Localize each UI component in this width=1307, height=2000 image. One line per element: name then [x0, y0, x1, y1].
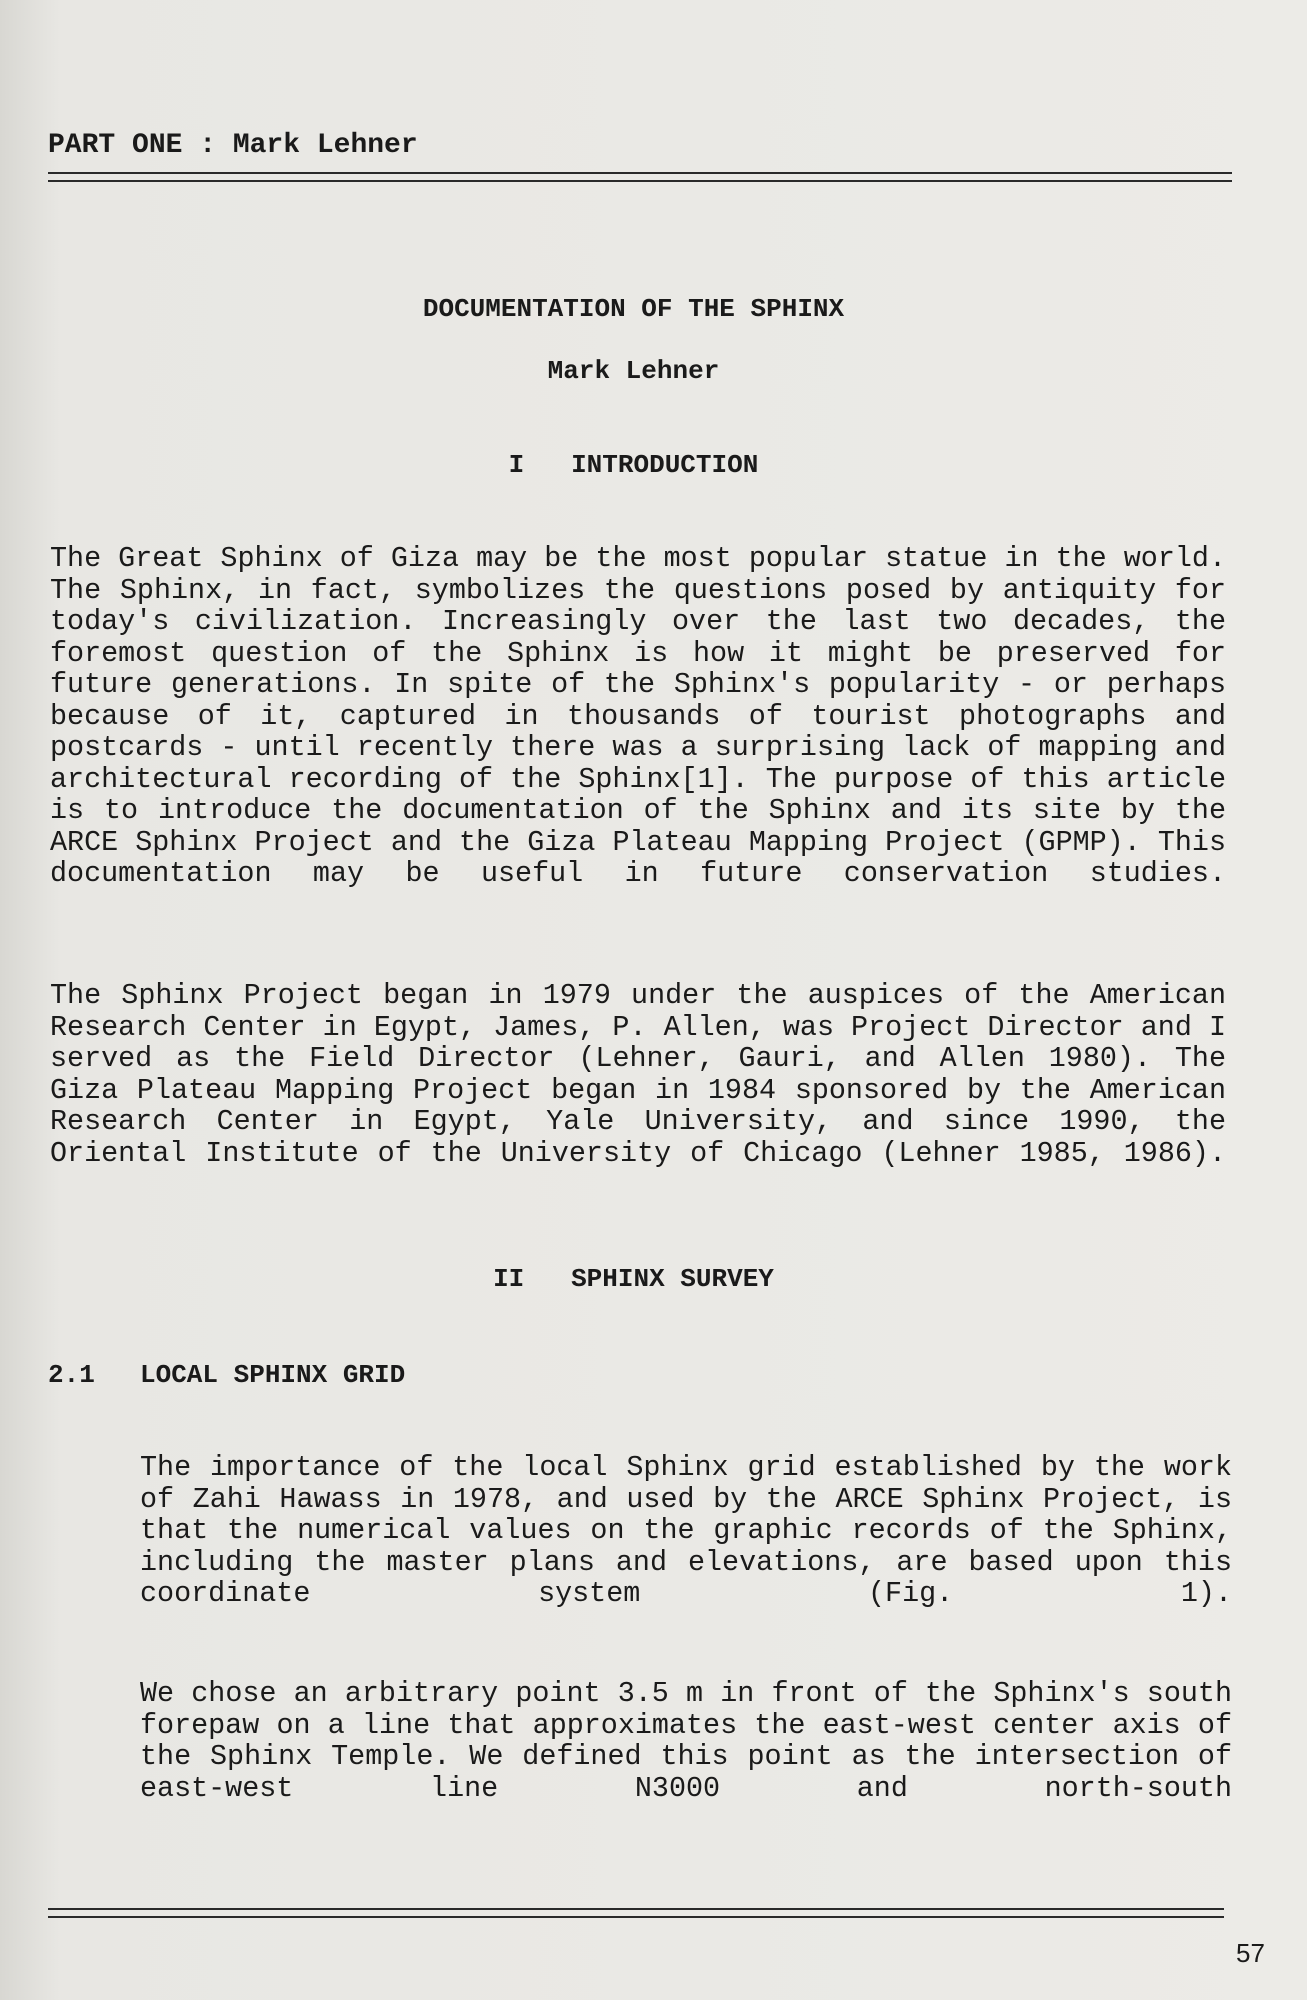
subsection-heading-local-grid: [48, 1360, 405, 1390]
section-heading-sphinx-survey: II SPHINX SURVEY: [493, 1264, 774, 1294]
paragraph-introduction-2: The Sphinx Project began in 1979 under the auspices of the American Research Center in Egypt, James, P. Allen, was Project Director and I served as the Field Director (Lehner, Gauri, and Allen 1980). The Giza Plateau Mapping Project began in 1984 sponsored by the American Research Center in Egypt, Yale University, and since 1990, the Oriental Institute of the University of Chicago (Lehner 1985, 1986).: [50, 979, 1226, 1170]
paragraph-introduction-1: The Great Sphinx of Giza may be the most popular statue in the world. The Sphinx, in fact, symbolizes the questions posed by antiquity for today's civilization. Increasingly over the last two decades, the foremost question of the Sphinx is how it might be preserved for future generations. In spite of the Sphinx's popularity - or perhaps because of it, captured in thousands of tourist photographs and postcards - until recently there was a surprising lack of mapping and architectural recording of the Sphinx[1]. The purpose of this article is to introduce the documentation of the Sphinx and its site by the ARCE Sphinx Project and the Giza Plateau Mapping Project (GPMP). This documentation may be useful in future conservation studies.: [50, 542, 1226, 890]
page-number: 57: [1236, 1938, 1265, 1968]
header-double-rule: [48, 172, 1232, 182]
paragraph-local-grid-1: The importance of the local Sphinx grid established by the work of Zahi Hawass in 1978, and used by the ARCE Sphinx Project, is that the numerical values on the graphic records of the Sphinx, including the master plans and elevations, are based upon this coordinate system (Fig. 1).: [140, 1451, 1232, 1610]
paragraph-local-grid-2: We chose an arbitrary point 3.5 m in front of the Sphinx's south forepaw on a line that approximates the east-west center axis of the Sphinx Temple. We defined this point as the intersection of east-west line N3000 and north-south: [140, 1677, 1232, 1805]
section-heading-introduction: I INTRODUCTION: [508, 450, 759, 480]
subsection-title: LOCAL SPHINX GRID: [140, 1360, 406, 1390]
subsection-number: 2.1: [48, 1360, 95, 1390]
article-title: DOCUMENTATION OF THE SPHINX: [422, 294, 845, 324]
footer-double-rule: [48, 1908, 1224, 1918]
article-author: Mark Lehner: [547, 356, 720, 386]
running-head: PART ONE : Mark Lehner: [48, 130, 418, 161]
